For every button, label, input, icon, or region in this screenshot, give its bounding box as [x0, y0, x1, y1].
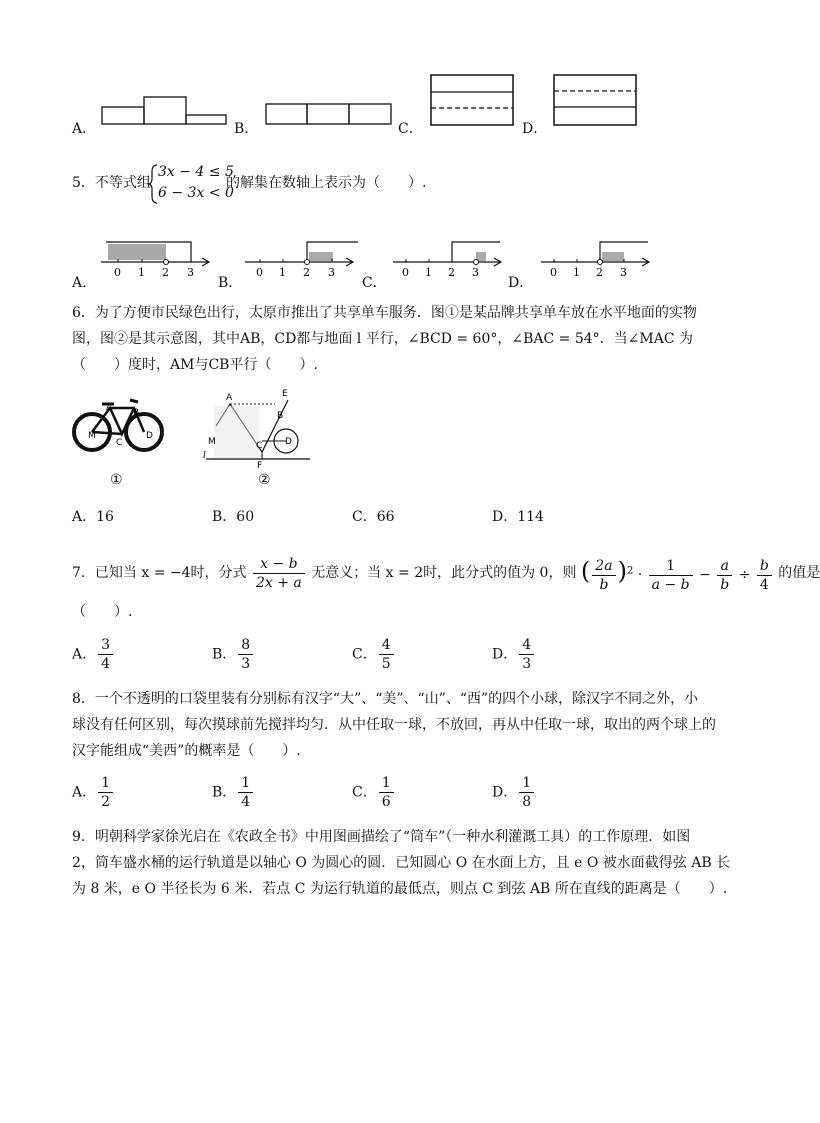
q8-option-b[interactable]: B． $\frac{1}{4}$ — [212, 774, 255, 811]
q6-option-c[interactable]: C．66 — [352, 509, 395, 525]
q6-line-1: 6．为了方便市民绿色出行，太原市推出了共享单车服务．图①是某品牌共享单车放在水平地面的实物 — [72, 305, 697, 321]
q5-option-d-label[interactable]: D． — [508, 275, 534, 291]
q7-mid: 无意义；当 x = 2时，此分式的值为 0，则 — [311, 565, 577, 581]
q6-line-2: 图，图②是其示意图，其中AB，CD都与地面 l 平行，∠BCD = 60°，∠BAC = 54°．当∠MAC 为 — [72, 331, 693, 347]
q6-fig1-point-d: D — [146, 431, 153, 441]
q7-fraction-denominator: 2x + a — [255, 574, 302, 591]
q5-prefix: 5．不等式组 — [72, 175, 151, 191]
q6-fig1-point-a: A — [106, 403, 113, 413]
q4-option-b-figure — [265, 103, 395, 127]
q4-option-b-label[interactable]: B． — [234, 121, 259, 137]
q5-b-tick-0: 0 — [256, 266, 263, 279]
q5-c-tick-1: 1 — [425, 266, 432, 279]
q7-expression: ( $\frac{2a}{b}$ )$^2$ · $\frac{1}{a - b}$ − $\frac{a}{b}$ ÷ $\frac{b}{4}$ — [581, 552, 774, 594]
q5-b-tick-1: 1 — [279, 266, 286, 279]
q8-line-2: 球没有任何区别，每次摸球前先搅拌均匀．从中任取一球，不放回，再从中任取一球，取出的两个球上的 — [72, 717, 716, 733]
q4-option-c-figure — [430, 74, 516, 128]
q5-option-d-numberline — [536, 230, 656, 280]
q7-expression-tail: 的值是 — [778, 565, 820, 581]
q8-option-a[interactable]: A． $\frac{1}{2}$ — [72, 774, 115, 811]
q6-bicycle-photo — [72, 396, 167, 456]
q6-fig1-point-c: C — [116, 438, 123, 448]
q5-d-tick-0: 0 — [550, 266, 557, 279]
q6-fig2-point-m: M — [208, 437, 216, 447]
q6-fig2-caption: ② — [258, 472, 271, 488]
q7-fraction-numerator: x − b — [253, 555, 305, 574]
q6-fig1-point-b: B — [133, 408, 140, 418]
q5-inequality-2: 6 − 3x < 0 — [158, 185, 234, 201]
q5-c-tick-2: 2 — [448, 266, 455, 279]
q6-fig2-point-a: A — [226, 393, 233, 403]
q5-a-tick-2: 2 — [162, 266, 169, 279]
q5-a-tick-0: 0 — [114, 266, 121, 279]
q5-option-a-label[interactable]: A． — [72, 275, 97, 291]
q5-d-tick-2: 2 — [596, 266, 603, 279]
q5-c-tick-3: 3 — [472, 266, 479, 279]
q6-fig2-point-e: E — [282, 389, 288, 399]
q4-option-c-label[interactable]: C． — [398, 121, 423, 137]
q6-fig1-caption: ① — [110, 472, 123, 488]
q9-line-1: 9．明朝科学家徐光启在《农政全书》中用图画描绘了“筒车”（一种水利灌溉工具）的工作原理．如图 — [72, 829, 691, 845]
q5-c-tick-0: 0 — [402, 266, 409, 279]
q5-option-b-numberline — [240, 230, 370, 280]
q6-fig2-point-d: D — [285, 437, 292, 447]
q7-option-b[interactable]: B． $\frac{8}{3}$ — [212, 636, 255, 673]
q9-line-2: 2，筒车盛水桶的运行轨道是以轴心 O 为圆心的圆．已知圆心 O 在水面上方，且 e O 被水面截得弦 AB 长 — [72, 855, 731, 871]
q6-fig2-point-b: B — [277, 411, 284, 421]
q8-line-1: 8．一个不透明的口袋里装有分别标有汉字“大”、“美”、“山”、“西”的四个小球，除汉字不同之外，小 — [72, 691, 699, 707]
q5-suffix: 的解集在数轴上表示为（ ）. — [226, 175, 427, 191]
q5-b-tick-2: 2 — [303, 266, 310, 279]
q5-a-tick-3: 3 — [187, 266, 194, 279]
q7-option-c[interactable]: C． $\frac{4}{5}$ — [352, 636, 396, 673]
q5-option-a-numberline — [96, 230, 216, 280]
q7-option-d[interactable]: D． $\frac{4}{3}$ — [492, 636, 536, 673]
q5-b-tick-3: 3 — [328, 266, 335, 279]
q5-option-c-label[interactable]: C． — [362, 275, 387, 291]
q4-option-a-label[interactable]: A． — [72, 121, 97, 137]
q5-option-c-numberline — [388, 230, 508, 280]
q4-option-d-label[interactable]: D． — [522, 121, 548, 137]
q7-fraction — [253, 555, 305, 592]
q5-d-tick-3: 3 — [620, 266, 627, 279]
q9-line-3: 为 8 米，e O 半径长为 6 米．若点 C 为运行轨道的最低点，则点 C 到弦 AB 所在直线的距离是（ ）. — [72, 881, 728, 897]
q6-option-d[interactable]: D．114 — [492, 509, 544, 525]
q6-line-3: （ ）度时，AM与CB平行（ ）. — [72, 357, 318, 373]
q4-option-d-figure — [553, 74, 639, 128]
q7-line-1 — [72, 552, 820, 594]
q6-fig2-line-l: l — [203, 451, 206, 461]
q5-a-tick-1: 1 — [138, 266, 145, 279]
q4-option-a-figure — [100, 95, 230, 127]
q5-inequality-1: 3x − 4 ≤ 5 — [158, 164, 234, 180]
q6-fig2-point-f: F — [257, 461, 263, 471]
q6-schematic-diagram — [200, 386, 320, 476]
q7-prefix: 7．已知当 x = −4时，分式 — [72, 565, 247, 581]
q7-line-2: （ ）. — [72, 604, 133, 620]
q8-option-c[interactable]: C． $\frac{1}{6}$ — [352, 774, 396, 811]
q5-d-tick-1: 1 — [573, 266, 580, 279]
q6-option-a[interactable]: A．16 — [72, 509, 114, 525]
q6-fig1-point-m: M — [88, 431, 96, 441]
q6-fig2-point-c: C — [256, 441, 263, 451]
q6-option-b[interactable]: B．60 — [212, 509, 255, 525]
q8-option-d[interactable]: D． $\frac{1}{8}$ — [492, 774, 536, 811]
q8-line-3: 汉字能组成“美西”的概率是（ ）. — [72, 743, 301, 759]
q5-option-b-label[interactable]: B． — [218, 275, 243, 291]
q7-option-a[interactable]: A． $\frac{3}{4}$ — [72, 636, 115, 673]
